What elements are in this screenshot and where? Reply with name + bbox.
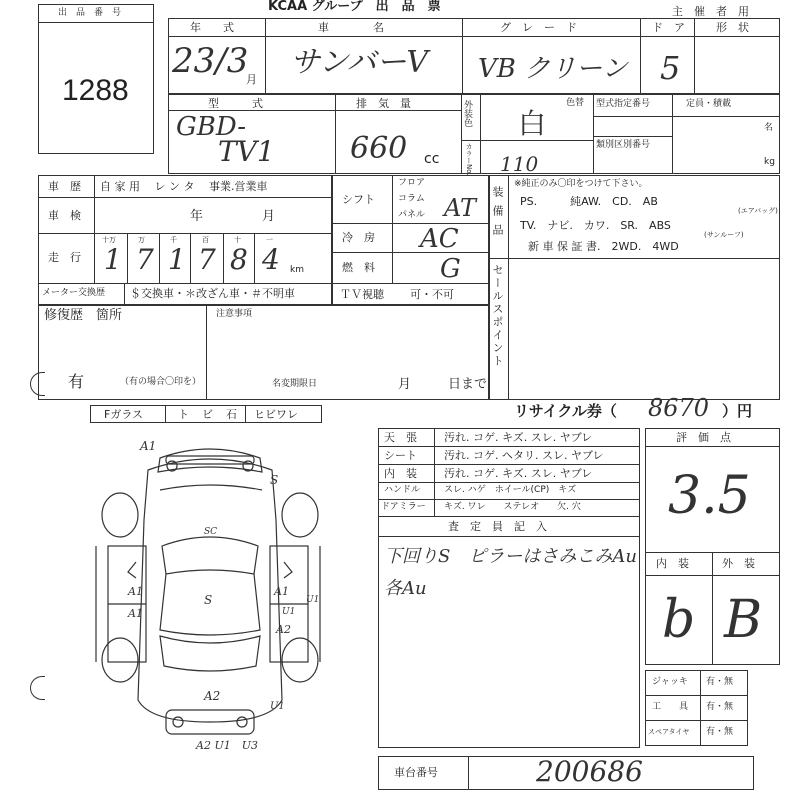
door-value: 5	[660, 49, 681, 87]
digit-label-10k: 万	[138, 236, 145, 244]
name-change-month: 月	[398, 377, 412, 392]
color-code-label: カラーNo.	[465, 143, 473, 176]
equipment-line1: PS. 純AW. CD. AB	[520, 195, 658, 208]
shift-option-column: コラム	[398, 194, 425, 204]
shift-option-floor: フロア	[398, 178, 426, 188]
history-label: 車 歴	[48, 180, 81, 193]
sales-point-label: セールスポイント	[491, 264, 504, 368]
equipment-sunroof-note: (サンルーフ)	[704, 231, 744, 239]
capacity-label: 定員・積載	[686, 99, 732, 109]
condition-row-ceiling-options: 汚れ. コゲ. キズ. スレ. ヤブレ	[444, 431, 593, 444]
digit-label-10: 十	[234, 236, 241, 244]
shape-label: 形 状	[716, 21, 749, 34]
glass-crack: ヒビワレ	[254, 408, 298, 421]
name-change-label: 名変期限日	[272, 379, 318, 389]
door-label: ド ア	[652, 21, 685, 34]
score-exterior-value: B	[724, 590, 763, 650]
shift-option-panel: パネル	[398, 210, 426, 220]
inspector-note-line1: 下回りS ピラーはさみこみAu	[384, 546, 637, 567]
condition-row-handle-label: ハンドル	[384, 485, 421, 495]
repair-history-label: 修復歴 箇所	[44, 308, 123, 323]
displacement-label: 排 気 量	[356, 97, 411, 110]
tool-spare-label: スペアタイヤ	[648, 728, 690, 736]
mark-rear: A2	[204, 689, 221, 703]
inspector-note-line2: 各Au	[384, 578, 427, 599]
condition-row-handle-options: スレ. ハゲ ホイール(CP) キズ	[444, 485, 577, 495]
model-label: 型 式	[208, 97, 263, 110]
year-month-unit: 月	[246, 73, 257, 86]
score-exterior-label: 外 装	[722, 557, 755, 570]
capacity-unit-kg: kg	[764, 157, 775, 167]
mark-front-left: A1	[140, 439, 157, 453]
mileage-digit-4: 7	[198, 243, 216, 276]
recycle-label: リサイクル券（	[514, 402, 617, 420]
car-name-label: 車 名	[318, 21, 384, 34]
name-change-day-until: 日まで	[448, 377, 488, 392]
year-label: 年 式	[190, 21, 234, 34]
form-title: KCAA グループ 出 品 票	[268, 0, 441, 14]
mark-right-rear: A2	[276, 623, 291, 636]
displacement-value: 660	[350, 131, 408, 166]
organizer-label: 主 催 者 用	[672, 5, 749, 18]
car-name-value: サンバーV	[290, 45, 429, 80]
tool-spare-value: 有・無	[706, 727, 734, 737]
equipment-label: 装備品	[491, 186, 504, 243]
digit-label-1: 一	[266, 236, 273, 244]
mark-right-edge: U1	[306, 595, 320, 605]
equipment-line3: 新 車 保 証 書. 2WD. 4WD	[528, 240, 679, 253]
inspection-label: 車 検	[48, 209, 81, 222]
glass-bi: ビ	[202, 408, 213, 421]
mileage-km-unit: km	[290, 265, 304, 275]
chassis-label: 車台番号	[394, 766, 438, 779]
mark-right-door: A1	[274, 585, 289, 598]
grade-value: VB クリーン	[478, 54, 628, 84]
mark-left-rear-door: A1	[128, 607, 143, 620]
mileage-label: 走 行	[48, 251, 81, 264]
condition-row-interior-label: 内 装	[384, 467, 417, 480]
glass-to: ト	[178, 408, 189, 421]
recycle-unit: ）円	[722, 402, 753, 420]
condition-row-ceiling-label: 天 張	[384, 431, 417, 444]
mileage-digit-3: 1	[168, 243, 186, 276]
mileage-digit-6: 4	[262, 243, 280, 276]
tool-tools-value: 有・無	[706, 702, 734, 712]
meter-change-label: メーター交換歴	[42, 288, 106, 298]
fuel-label: 燃 料	[342, 261, 375, 274]
digit-label-100: 百	[202, 236, 209, 244]
inspector-label: 査 定 員 記 入	[448, 520, 547, 533]
digit-label-100k: 十万	[102, 236, 116, 244]
type-designation-label: 型式指定番号	[596, 99, 651, 109]
tv-viewing-options: 可・不可	[410, 288, 454, 301]
mark-left-door: A1	[128, 585, 143, 598]
mileage-digit-1: 1	[104, 243, 122, 276]
equipment-line2: TV. ナビ. カワ. SR. ABS	[520, 219, 671, 232]
tv-viewing-label: ＴＶ視聴	[340, 288, 384, 301]
meter-change-options: ＄交換車・＊改ざん車・＃不明車	[130, 287, 295, 300]
score-label: 評 価 点	[676, 431, 731, 444]
model-value-line2: TV1	[218, 135, 275, 168]
mileage-digit-5: 8	[230, 243, 248, 276]
aircon-label: 冷 房	[342, 231, 375, 244]
year-value: 23/3	[172, 41, 249, 81]
mark-bottom: A2 U1 U3	[196, 739, 258, 752]
inspection-year-unit: 年	[190, 209, 204, 224]
mark-front-right: S	[270, 473, 279, 487]
inspection-month-unit: 月	[262, 209, 276, 224]
score-interior-label: 内 装	[656, 557, 689, 570]
condition-row-seat-label: シート	[384, 449, 417, 462]
tool-jack-value: 有・無	[706, 677, 734, 687]
mark-hood: SC	[204, 527, 218, 537]
shift-value: AT	[444, 194, 477, 222]
condition-row-mirror-options: キズ. ワレ ステレオ 欠. 穴	[444, 502, 581, 512]
notice-label: 注意事項	[216, 309, 253, 319]
class-number-label: 類別区別番号	[596, 140, 651, 150]
shift-label: シフト	[342, 193, 375, 206]
mark-right-door-u: U1	[282, 607, 296, 617]
mileage-digit-2: 7	[136, 243, 154, 276]
chassis-value: 200686	[536, 755, 643, 788]
condition-row-seat-options: 汚れ. コゲ. ヘタリ. スレ. ヤブレ	[444, 449, 604, 462]
color-value: 白	[518, 107, 547, 140]
recycle-value: 8670	[648, 394, 710, 422]
equipment-note: ※純正のみ〇印をつけて下さい。	[514, 179, 648, 189]
condition-row-mirror-label: ドアミラー	[381, 502, 426, 512]
exterior-color-label: 外装色	[462, 100, 472, 127]
digit-label-1k: 千	[170, 236, 177, 244]
aircon-value: AC	[420, 224, 459, 254]
repair-has-note: （有の場合〇印を）	[120, 377, 202, 387]
fuel-value: G	[440, 254, 461, 284]
score-interior-value: b	[662, 590, 696, 650]
tool-tools-label: 工 具	[652, 702, 689, 712]
repair-has-label: 有	[68, 372, 85, 391]
glass-stone: 石	[226, 408, 237, 421]
glass-front: Fガラス	[104, 408, 143, 421]
color-code-value: 110	[500, 152, 539, 176]
mark-roof: S	[204, 593, 213, 607]
grade-label: グ レ ー ド	[500, 21, 577, 34]
model-value-line1: GBD-	[176, 112, 246, 142]
displacement-unit: cc	[424, 151, 440, 167]
tool-jack-label: ジャッキ	[652, 677, 688, 687]
condition-row-interior-options: 汚れ. コゲ. キズ. スレ. ヤブレ	[444, 467, 593, 480]
lot-number-label: 出 品 番 号	[58, 8, 122, 18]
capacity-unit-people: 名	[764, 123, 774, 133]
score-value: 3.5	[668, 466, 751, 526]
color-change-label: 色替	[566, 98, 585, 108]
mark-rear-right: U1	[270, 701, 285, 712]
lot-number-value: 1288	[62, 74, 129, 107]
equipment-airbag-note: (エアバッグ)	[738, 207, 778, 215]
history-options: 自 家 用 レ ン タ 事業.営業車	[100, 180, 268, 193]
